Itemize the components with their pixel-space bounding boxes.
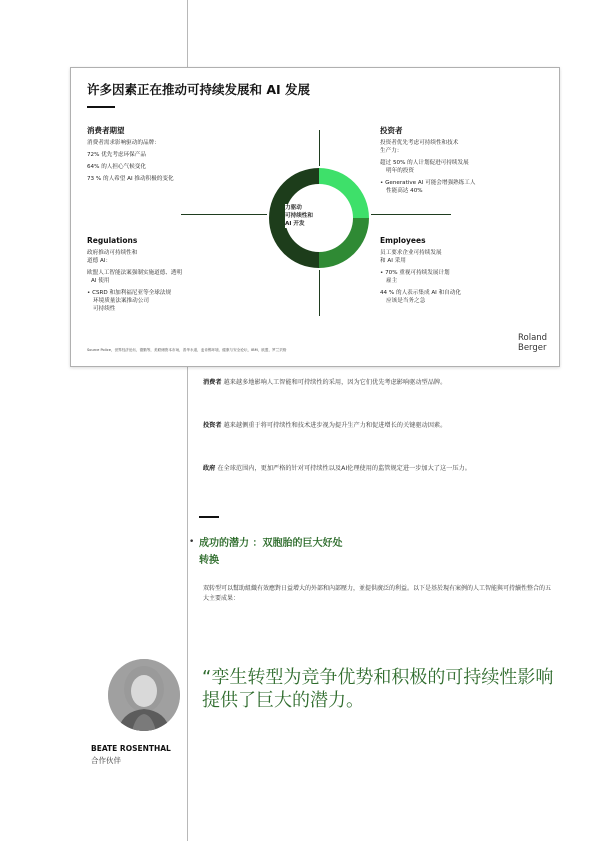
quadrant-line: AI 使用 <box>91 278 110 284</box>
quadrant-line: 员工要求企业可持续发展 <box>380 250 442 256</box>
paragraph-investors <box>203 421 553 431</box>
center-line: AI 开发 <box>285 221 305 227</box>
quadrant-line: 雇主 <box>386 278 398 284</box>
infographic-title: 许多因素正在推动可持续发展和 AI 发展 <box>87 82 311 97</box>
quadrant-heading: Regulations <box>87 236 138 245</box>
paragraph-text: 越来越多地影响人工智能和可持续性的采用，因为它们优先考虑影响驱动型品牌。 <box>223 379 447 386</box>
quadrant-line: 道德 AI： <box>87 258 112 264</box>
paragraph-label: 政府 <box>203 465 216 472</box>
infographic-panel <box>70 67 560 367</box>
quadrant-line: 超过 50% 的人计划促进可持续发展 <box>380 160 469 166</box>
quadrant-line: 消费者需求影响驱动的品牌： <box>87 140 160 146</box>
section-divider <box>199 516 219 518</box>
quadrant-line: 73 % 的人希望 AI 推动积极的变化 <box>87 176 174 182</box>
quadrant-line: 72% 优先考虑环保产品 <box>87 152 146 158</box>
paragraph-government <box>203 464 553 474</box>
quadrant-line: 生产力： <box>380 148 403 154</box>
quadrant-consumers <box>87 126 237 187</box>
quadrant-heading: Employees <box>380 236 426 245</box>
quadrant-line: 和 AI 采用 <box>380 258 406 264</box>
quadrant-line: 明年的投资 <box>386 168 414 174</box>
section-bullet: • <box>189 537 195 547</box>
quadrant-line: 欧盟人工智能法案强制实施道德、透明 <box>87 270 183 276</box>
quadrant-employees <box>380 236 530 305</box>
quadrant-line: 投资者优先考虑可持续性和技术 <box>380 140 459 146</box>
person-name: BEATE ROSENTHAL <box>91 744 171 753</box>
title-underline <box>87 106 115 108</box>
quadrant-line: 44 % 的人表示集成 AI 和自动化 <box>380 290 461 296</box>
quadrant-line: 64% 的人担心气候变化 <box>87 164 146 170</box>
quadrant-line: 环境质量法案推动公司 <box>93 298 149 304</box>
roland-berger-logo <box>518 334 547 353</box>
center-line: 可持续性和 <box>285 213 313 219</box>
quadrant-line: • CSRD 和加利福尼亚等全球法规 <box>87 290 172 296</box>
pull-quote: “孪生转型为竞争优势和积极的可持续性影响提供了巨大的潜力。 <box>202 667 554 711</box>
donut-center-label <box>285 204 337 228</box>
quadrant-line: 政府推动可持续性和 <box>87 250 138 256</box>
quadrant-line: 应该是当务之急 <box>386 298 426 304</box>
quadrant-line: • Generative AI 可能会增强熟练工人 <box>380 180 476 186</box>
portrait-image <box>108 659 180 731</box>
person-role: 合作伙伴 <box>91 756 121 765</box>
section-title-line: 成功的潜力 ：双胞胎的巨大好处 <box>199 538 343 549</box>
section-title-line: 转换 <box>199 555 219 566</box>
quadrant-line: 可持续性 <box>93 306 116 312</box>
center-line: 力驱动 <box>285 205 302 211</box>
paragraph-label: 消费者 <box>203 379 222 386</box>
logo-line: Berger <box>518 342 547 353</box>
quadrant-regulations <box>87 236 237 313</box>
paragraph-text: 在全球范围内，更加严格的针对可持续性以及AI伦理使用的监管规定进一步加大了这一压力。 <box>217 465 471 472</box>
source-note: Source Police，世界经济论坛，德勤等，美联储资本市场，普华永道，麦肯锡环境、健康与安全论坛，IBM，欧盟，罗兰贝格 <box>87 348 287 352</box>
paragraph-text: 越来越侧重于将可持续性和技术进步视为提升生产力和促进增长的关键驱动因素。 <box>223 422 447 429</box>
section-title <box>199 535 399 569</box>
quadrant-investors <box>380 126 530 199</box>
paragraph-consumers <box>203 378 553 388</box>
paragraph-label: 投资者 <box>203 422 222 429</box>
quadrant-heading: 投资者 <box>380 126 403 135</box>
logo-line: Roland <box>518 333 548 343</box>
quadrant-line: • 70% 重视可持续发展计划 <box>380 270 450 276</box>
section-body: 双转型可以幫助組織有效應對日益增大的外部和內部壓力，並提供廣泛的利益。以下是基於現有案例的人工智能與可持續性整合的五大主要成果： <box>203 585 552 602</box>
quadrant-line: 性能高达 40% <box>386 188 423 194</box>
portrait-avatar <box>108 659 180 731</box>
quadrant-heading: 消费者期望 <box>87 126 125 135</box>
